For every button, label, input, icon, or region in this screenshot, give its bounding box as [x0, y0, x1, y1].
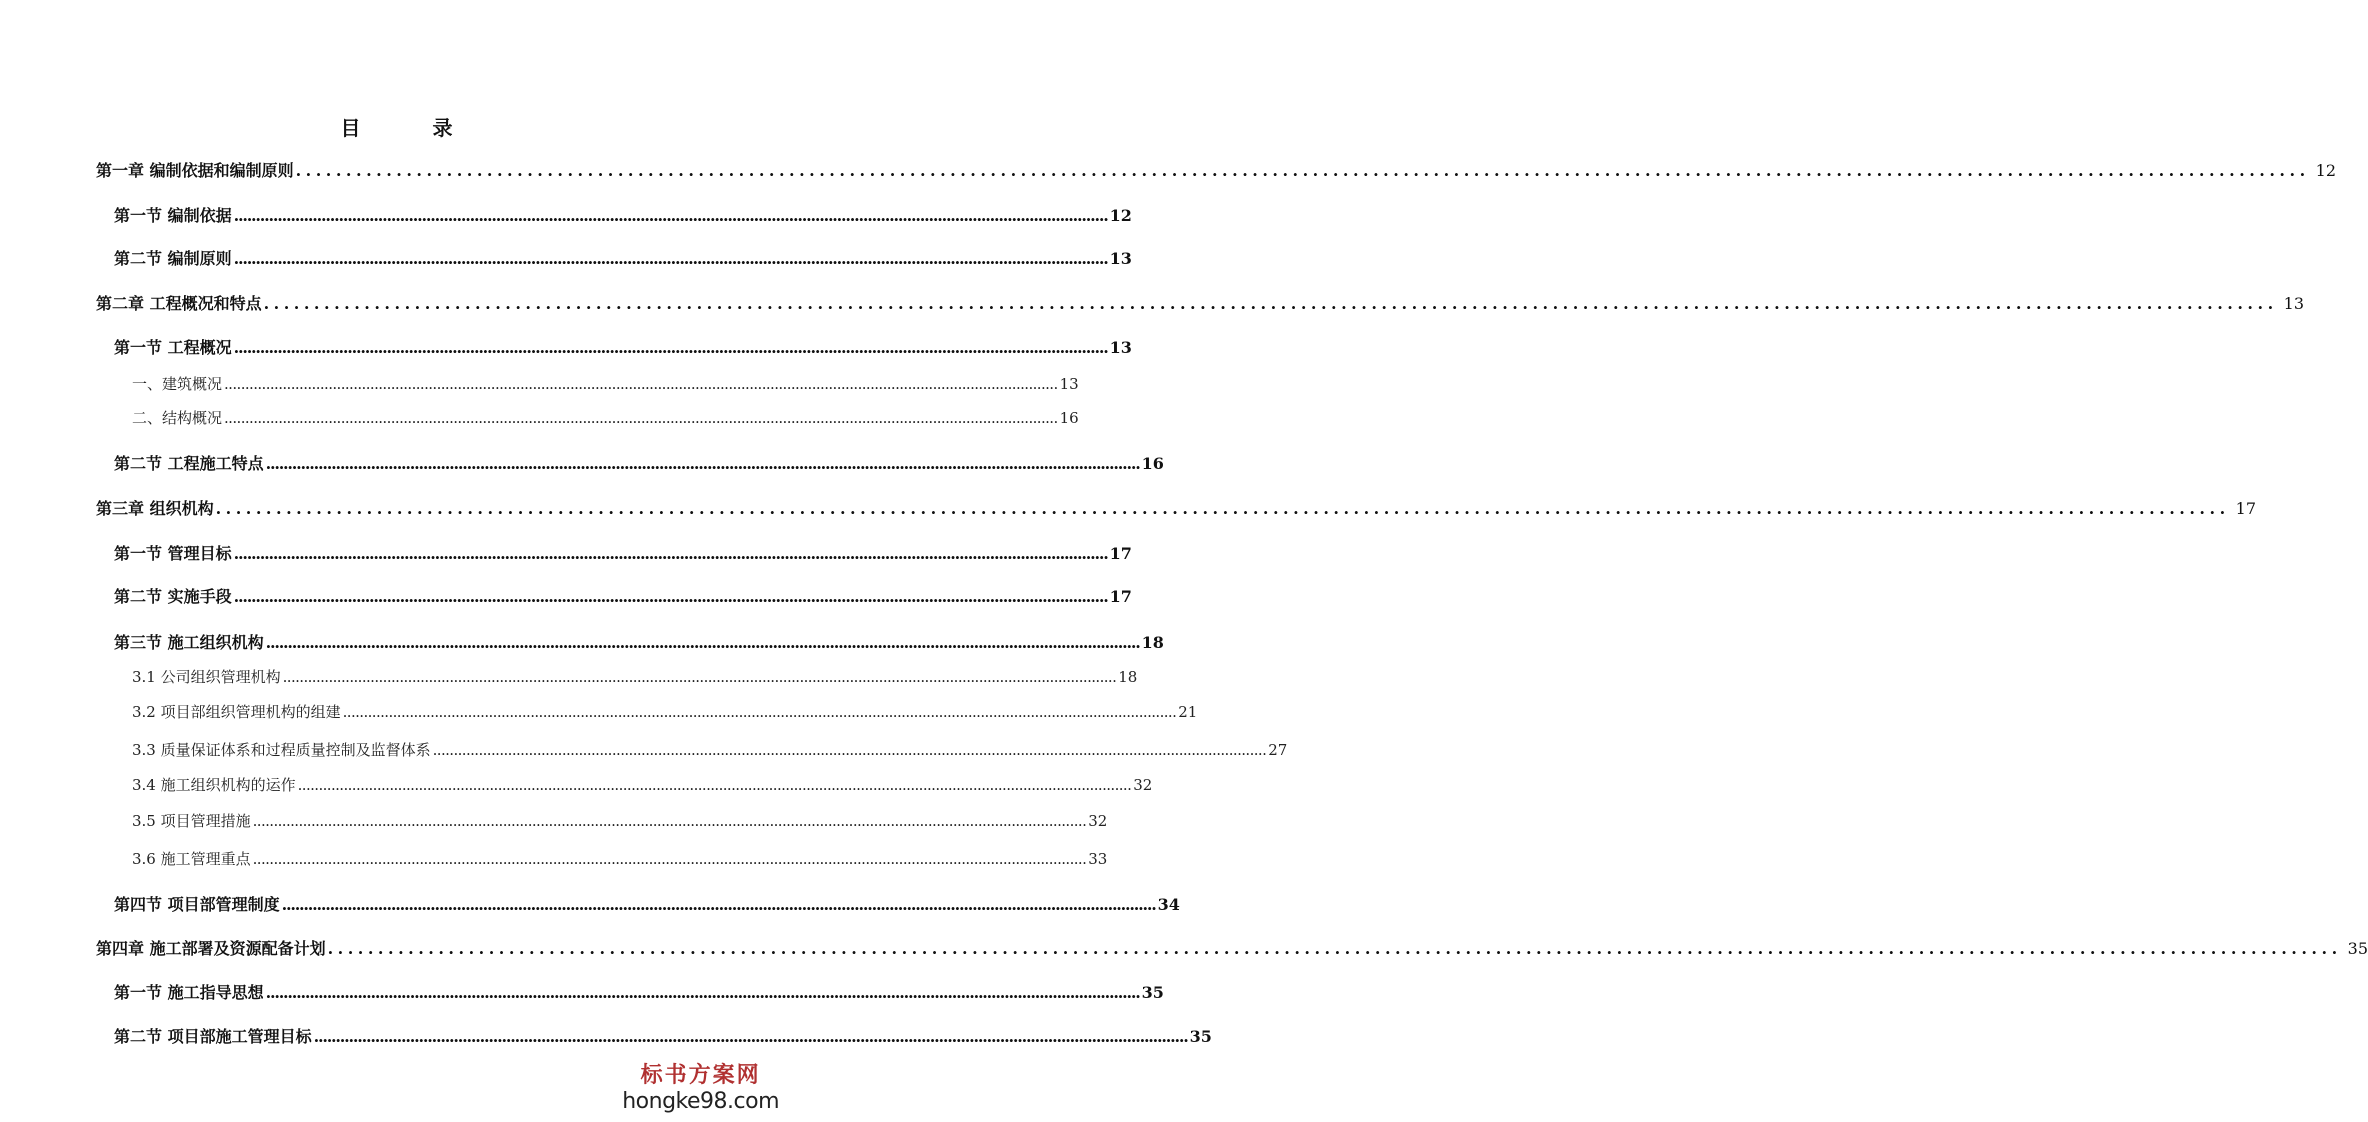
toc-page-number: 17 [1109, 587, 1132, 606]
toc-page-number: 13 [2283, 294, 2304, 313]
toc-entry-sub [132, 739, 1288, 760]
toc-entry-chapter [96, 158, 2336, 181]
toc-entry-label: 3.4 施工组织机构的运作 [132, 776, 296, 794]
toc-dot-leader: ........................................................................................................................................................................................................ [224, 409, 1058, 427]
toc-page-number: 12 [2315, 161, 2336, 180]
toc-dot-leader: ........................................................................................................................................................................................................ [282, 668, 1117, 686]
toc-entry-section [114, 335, 1132, 358]
toc-entry-section [114, 980, 1164, 1003]
toc-page-number: 18 [1118, 668, 1138, 686]
toc-entry-label: 第一节 编制依据 [114, 206, 232, 225]
toc-entry-label: 第三章 组织机构 [96, 499, 214, 518]
toc-dot-leader: ........................................................................................................................................................................................................ [233, 338, 1108, 357]
toc-entry-label: 3.2 项目部组织管理机构的组建 [132, 703, 341, 721]
toc-entry-label: 第二节 工程施工特点 [114, 454, 264, 473]
toc-entry-label: 3.1 公司组织管理机构 [132, 668, 281, 686]
toc-entry-section [114, 203, 1132, 226]
toc-page-number: 17 [2235, 499, 2256, 518]
toc-entry-label: 第二节 实施手段 [114, 587, 232, 606]
toc-dot-leader: ........................................................................................................................................................................................................ [215, 499, 2230, 518]
toc-dot-leader: ........................................................................................................................................................................................................ [233, 544, 1108, 563]
toc-entry-label: 第二节 项目部施工管理目标 [114, 1027, 312, 1046]
toc-entry-label: 第一节 工程概况 [114, 338, 232, 357]
toc-entry-label: 第一节 管理目标 [114, 544, 232, 563]
toc-entry-sub [132, 407, 1079, 428]
toc-page-number: 13 [1109, 338, 1132, 357]
toc-entry-label: 3.6 施工管理重点 [132, 850, 251, 868]
toc-entry-label: 3.3 质量保证体系和过程质量控制及监督体系 [132, 741, 431, 759]
watermark [622, 1058, 779, 1114]
toc-dot-leader: ........................................................................................................................................................................................................ [313, 1027, 1188, 1046]
toc-entry-chapter [96, 936, 2368, 959]
toc-page-number: 32 [1088, 812, 1108, 830]
toc-dot-leader: ........................................................................................................................................................................................................ [295, 161, 2310, 180]
toc-entry-sub [132, 373, 1079, 394]
toc-page-number: 16 [1059, 409, 1079, 427]
toc-entry-section [114, 1024, 1212, 1047]
toc-entry-label: 第三节 施工组织机构 [114, 633, 264, 652]
toc-page-number: 32 [1133, 776, 1153, 794]
toc-entry-sub [132, 701, 1198, 722]
toc-dot-leader: ........................................................................................................................................................................................................ [263, 294, 2278, 313]
toc-entry-label: 第二章 工程概况和特点 [96, 294, 262, 313]
toc-dot-leader: ........................................................................................................................................................................................................ [265, 454, 1140, 473]
toc-dot-leader: ........................................................................................................................................................................................................ [265, 983, 1140, 1002]
toc-dot-leader: ........................................................................................................................................................................................................ [265, 633, 1140, 652]
toc-page-number: 35 [2347, 939, 2368, 958]
toc-entry-label: 3.5 项目管理措施 [132, 812, 251, 830]
toc-entry-label: 第二节 编制原则 [114, 249, 232, 268]
toc-page-number: 16 [1141, 454, 1164, 473]
toc-entry-section [114, 630, 1164, 653]
toc-page-number: 18 [1141, 633, 1164, 652]
toc-page-number: 12 [1109, 206, 1132, 225]
toc-dot-leader: ........................................................................................................................................................................................................ [281, 895, 1156, 914]
toc-entry-sub [132, 848, 1108, 869]
toc-entry-sub [132, 666, 1138, 687]
toc-dot-leader: ........................................................................................................................................................................................................ [342, 703, 1177, 721]
toc-dot-leader: ........................................................................................................................................................................................................ [297, 776, 1132, 794]
toc-entry-label: 第四节 项目部管理制度 [114, 895, 280, 914]
toc-entry-label: 二、结构概况 [132, 409, 223, 427]
toc-page-number: 27 [1268, 741, 1288, 759]
toc-entry-section [114, 584, 1132, 607]
toc-dot-leader: ........................................................................................................................................................................................................ [252, 850, 1087, 868]
toc-entry-label: 第四章 施工部署及资源配备计划 [96, 939, 326, 958]
toc-dot-leader: ........................................................................................................................................................................................................ [233, 249, 1108, 268]
toc-page-number: 13 [1109, 249, 1132, 268]
toc-dot-leader: ........................................................................................................................................................................................................ [252, 812, 1087, 830]
watermark-url: hongke98.com [622, 1089, 779, 1114]
toc-page-number: 33 [1088, 850, 1108, 868]
toc-dot-leader: ........................................................................................................................................................................................................ [432, 741, 1267, 759]
toc-dot-leader: ........................................................................................................................................................................................................ [233, 587, 1108, 606]
watermark-brand: 标书方案网 [640, 1063, 761, 1088]
toc-entry-sub [132, 774, 1153, 795]
toc-entry-section [114, 541, 1132, 564]
toc-entry-section [114, 892, 1180, 915]
toc-entry-sub [132, 810, 1108, 831]
toc-dot-leader: ........................................................................................................................................................................................................ [233, 206, 1108, 225]
toc-page-number: 35 [1141, 983, 1164, 1002]
toc-entry-label: 第一节 施工指导思想 [114, 983, 264, 1002]
toc-entry-section [114, 246, 1132, 269]
toc-page-number: 34 [1157, 895, 1180, 914]
toc-entry-chapter [96, 496, 2256, 519]
toc-page-number: 21 [1178, 703, 1198, 721]
toc-page-number: 13 [1059, 375, 1079, 393]
toc-title: 目 录 [340, 116, 479, 140]
toc-page-number: 35 [1189, 1027, 1212, 1046]
toc-entry-section [114, 451, 1164, 474]
toc-dot-leader: ........................................................................................................................................................................................................ [224, 375, 1058, 393]
toc-entry-chapter [96, 291, 2304, 314]
toc-entry-label: 一、建筑概况 [132, 375, 223, 393]
toc-entry-label: 第一章 编制依据和编制原则 [96, 161, 294, 180]
toc-page-number: 17 [1109, 544, 1132, 563]
toc-dot-leader: ........................................................................................................................................................................................................ [327, 939, 2342, 958]
